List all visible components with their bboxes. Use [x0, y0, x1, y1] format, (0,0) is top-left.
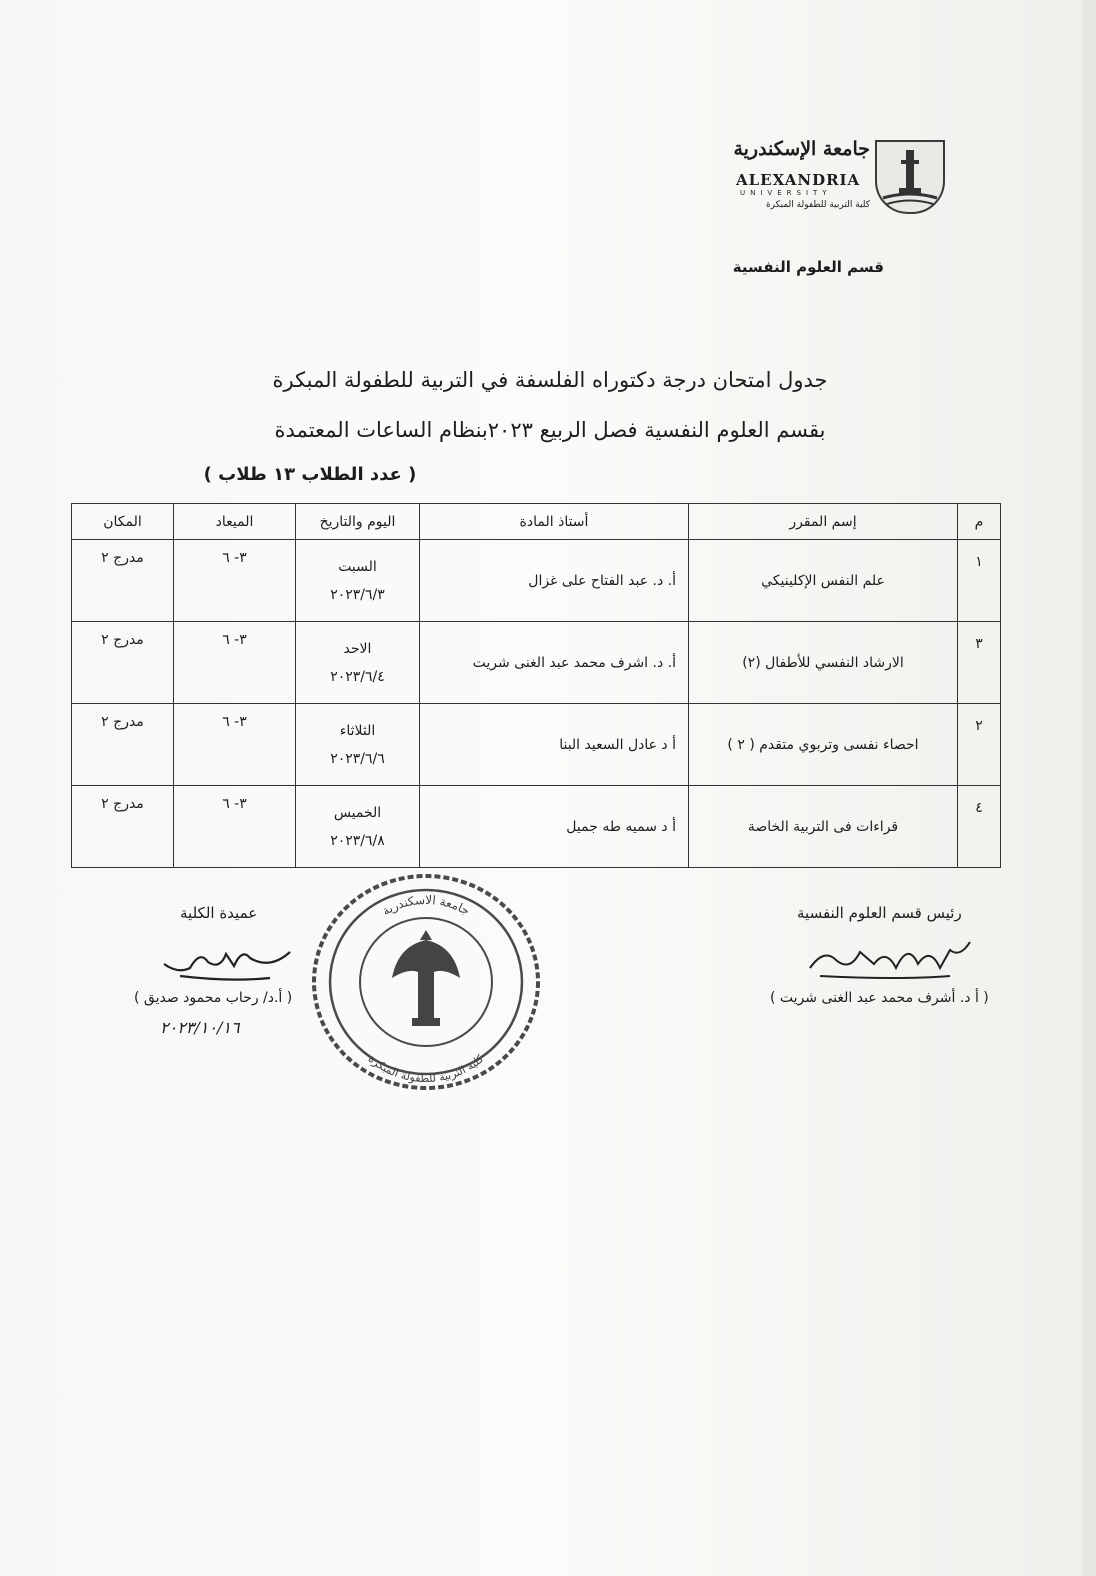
dean-name: ( أ.د/ رحاب محمود صديق ): [134, 990, 293, 1006]
row-course: احصاء نفسى وتربوي متقدم ( ٢ ): [689, 704, 958, 786]
row-professor: أ د عادل السعيد البنا: [420, 704, 689, 786]
university-seal-stamp-icon: [308, 868, 543, 1096]
row-time: ٣- ٦: [174, 704, 296, 786]
row-time: ٣- ٦: [174, 540, 296, 622]
row-num: ٢: [958, 704, 1001, 786]
row-num: ٤: [958, 786, 1001, 868]
row-professor: أ. د. اشرف محمد عبد الغنى شريت: [420, 622, 689, 704]
row-num: ٣: [958, 622, 1001, 704]
table-row: [72, 704, 1001, 786]
row-date: ٢٠٢٣/٦/٤: [330, 668, 385, 685]
row-num: ١: [958, 540, 1001, 622]
row-place: مدرج ٢: [72, 540, 174, 622]
logo-english-name: ALEXANDRIA: [736, 171, 861, 189]
row-day-date: [296, 622, 420, 704]
university-logo: [730, 138, 945, 220]
row-day: الثلاثاء: [339, 722, 376, 739]
row-place: مدرج ٢: [72, 786, 174, 868]
department-heading: قسم العلوم النفسية: [732, 258, 884, 276]
header-professor: أستاذ المادة: [420, 504, 689, 540]
row-day: الخميس: [333, 804, 382, 821]
document-subtitle: بقسم العلوم النفسية فصل الربيع ٢٠٢٣بنظام الساعات المعتمدة: [274, 418, 826, 442]
department-head-name: ( أ د. أشرف محمد عبد الغنى شريت ): [770, 990, 989, 1006]
row-day-date: [296, 786, 420, 868]
row-day-date: [296, 540, 420, 622]
row-day: الاحد: [343, 640, 372, 657]
header-time: الميعاد: [174, 504, 296, 540]
header-course: إسم المقرر: [689, 504, 958, 540]
dean-signature-scribble-icon: [150, 940, 300, 985]
header-day-date: اليوم والتاريخ: [296, 504, 420, 540]
document-title: جدول امتحان درجة دكتوراه الفلسفة في التربية للطفولة المبكرة: [272, 368, 828, 392]
row-day-date: [296, 704, 420, 786]
row-date: ٢٠٢٣/٦/٣: [330, 586, 385, 603]
header-place: المكان: [72, 504, 174, 540]
department-head-title: رئيس قسم العلوم النفسية: [797, 904, 962, 922]
row-place: مدرج ٢: [72, 622, 174, 704]
table-row: [72, 786, 1001, 868]
row-day: السبت: [338, 558, 377, 575]
table-header-row: [72, 504, 1001, 540]
dean-title: عميدة الكلية: [180, 904, 258, 922]
logo-faculty-name: كلية التربية للطفولة المبكرة: [765, 200, 870, 210]
row-course: الارشاد النفسي للأطفال (٢): [689, 622, 958, 704]
row-date: ٢٠٢٣/٦/٦: [330, 750, 385, 767]
department-head-signature-scribble-icon: [800, 928, 980, 988]
row-time: ٣- ٦: [174, 786, 296, 868]
header-num: م: [958, 504, 1001, 540]
dean-handwritten-date: ٢٠٢٣/١٠/١٦: [160, 1018, 240, 1037]
exam-schedule-table: [71, 503, 1001, 868]
student-count: ( عدد الطلاب ١٣ طلاب ): [203, 464, 417, 485]
row-date: ٢٠٢٣/٦/٨: [330, 832, 385, 849]
logo-arabic-name: جامعة الإسكندرية: [733, 138, 870, 160]
table-row: [72, 540, 1001, 622]
row-professor: أ د سميه طه جميل: [420, 786, 689, 868]
lighthouse-emblem-icon: [875, 140, 945, 214]
logo-university-word: UNIVERSITY: [740, 189, 832, 197]
page-edge-shadow: [1082, 0, 1096, 1576]
row-course: علم النفس الإكلينيكي: [689, 540, 958, 622]
stamp-top-text: جامعة الاسكندرية: [379, 892, 473, 919]
stamp-bottom-text: كلية التربية للطفولة المبكرة: [365, 1052, 487, 1086]
row-professor: أ. د. عبد الفتاح على غزال: [420, 540, 689, 622]
row-place: مدرج ٢: [72, 704, 174, 786]
row-course: قراءات فى التربية الخاصة: [689, 786, 958, 868]
table-row: [72, 622, 1001, 704]
row-time: ٣- ٦: [174, 622, 296, 704]
